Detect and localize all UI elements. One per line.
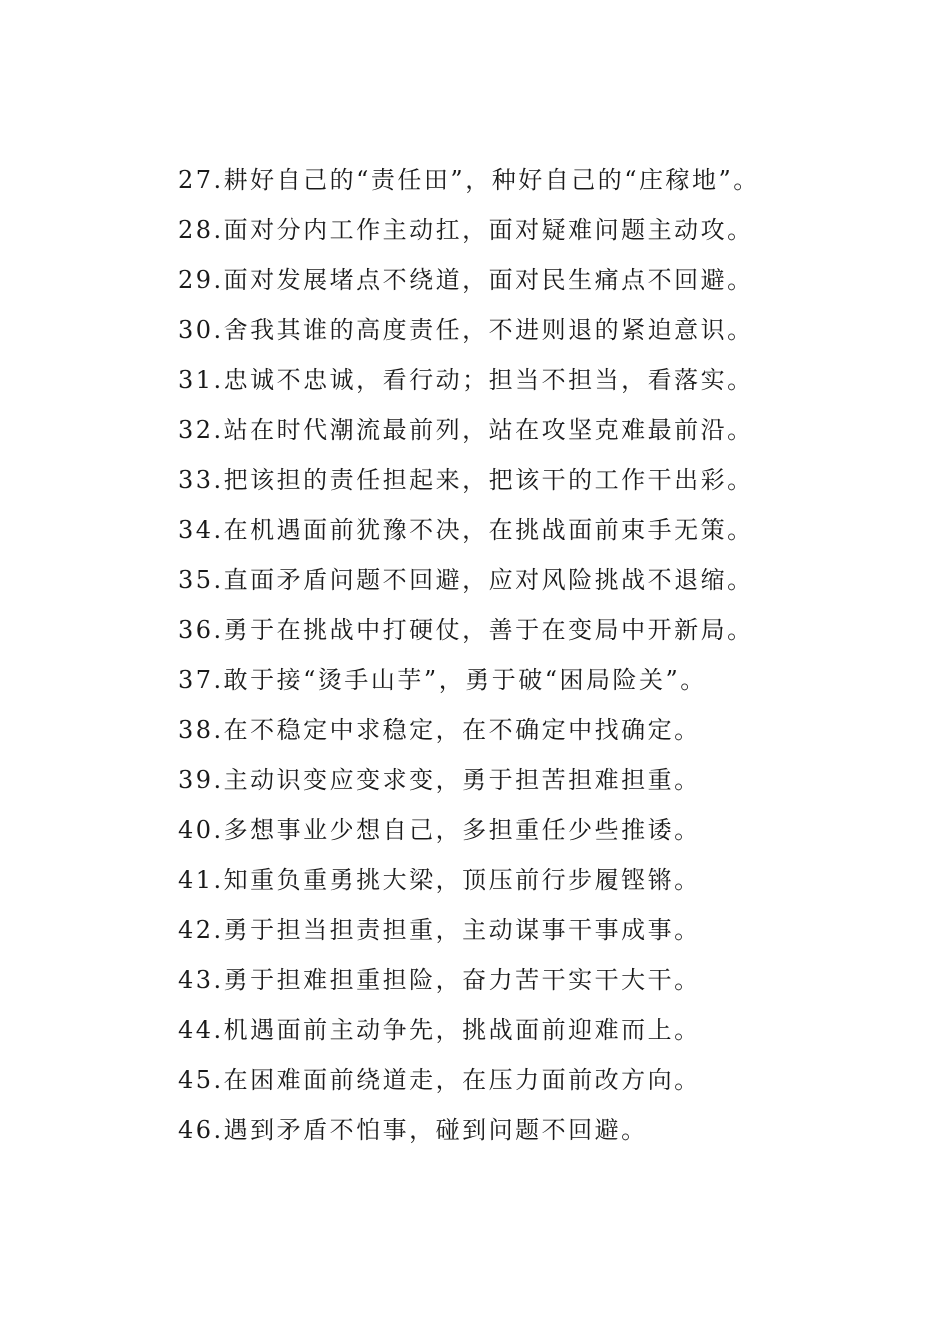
list-item: 41.知重负重勇挑大梁，顶压前行步履铿锵。 (178, 866, 701, 894)
list-item: 34.在机遇面前犹豫不决，在挑战面前束手无策。 (178, 516, 754, 544)
list-item: 33.把该担的责任担起来，把该干的工作干出彩。 (178, 466, 754, 494)
list-item: 27.耕好自己的“责任田”，种好自己的“庄稼地”。 (178, 166, 760, 194)
list-item: 40.多想事业少想自己，多担重任少些推诿。 (178, 816, 701, 844)
list-item: 31.忠诚不忠诚，看行动；担当不担当，看落实。 (178, 366, 754, 394)
list-item: 38.在不稳定中求稳定，在不确定中找确定。 (178, 716, 701, 744)
list-item: 44.机遇面前主动争先，挑战面前迎难而上。 (178, 1016, 701, 1044)
list-item: 46.遇到矛盾不怕事，碰到问题不回避。 (178, 1116, 648, 1144)
list-item: 45.在困难面前绕道走，在压力面前改方向。 (178, 1066, 701, 1094)
list-item: 28.面对分内工作主动扛，面对疑难问题主动攻。 (178, 216, 754, 244)
phrase-list (178, 155, 918, 1155)
list-item: 37.敢于接“烫手山芋”，勇于破“困局险关”。 (178, 666, 707, 694)
list-item: 36.勇于在挑战中打硬仗，善于在变局中开新局。 (178, 616, 754, 644)
list-item: 32.站在时代潮流最前列，站在攻坚克难最前沿。 (178, 416, 754, 444)
list-item: 30.舍我其谁的高度责任，不进则退的紧迫意识。 (178, 316, 754, 344)
list-item: 35.直面矛盾问题不回避，应对风险挑战不退缩。 (178, 566, 754, 594)
list-item: 39.主动识变应变求变，勇于担苦担难担重。 (178, 766, 701, 794)
list-item: 29.面对发展堵点不绕道，面对民生痛点不回避。 (178, 266, 754, 294)
list-item: 43.勇于担难担重担险，奋力苦干实干大干。 (178, 966, 701, 994)
list-item: 42.勇于担当担责担重，主动谋事干事成事。 (178, 916, 701, 944)
